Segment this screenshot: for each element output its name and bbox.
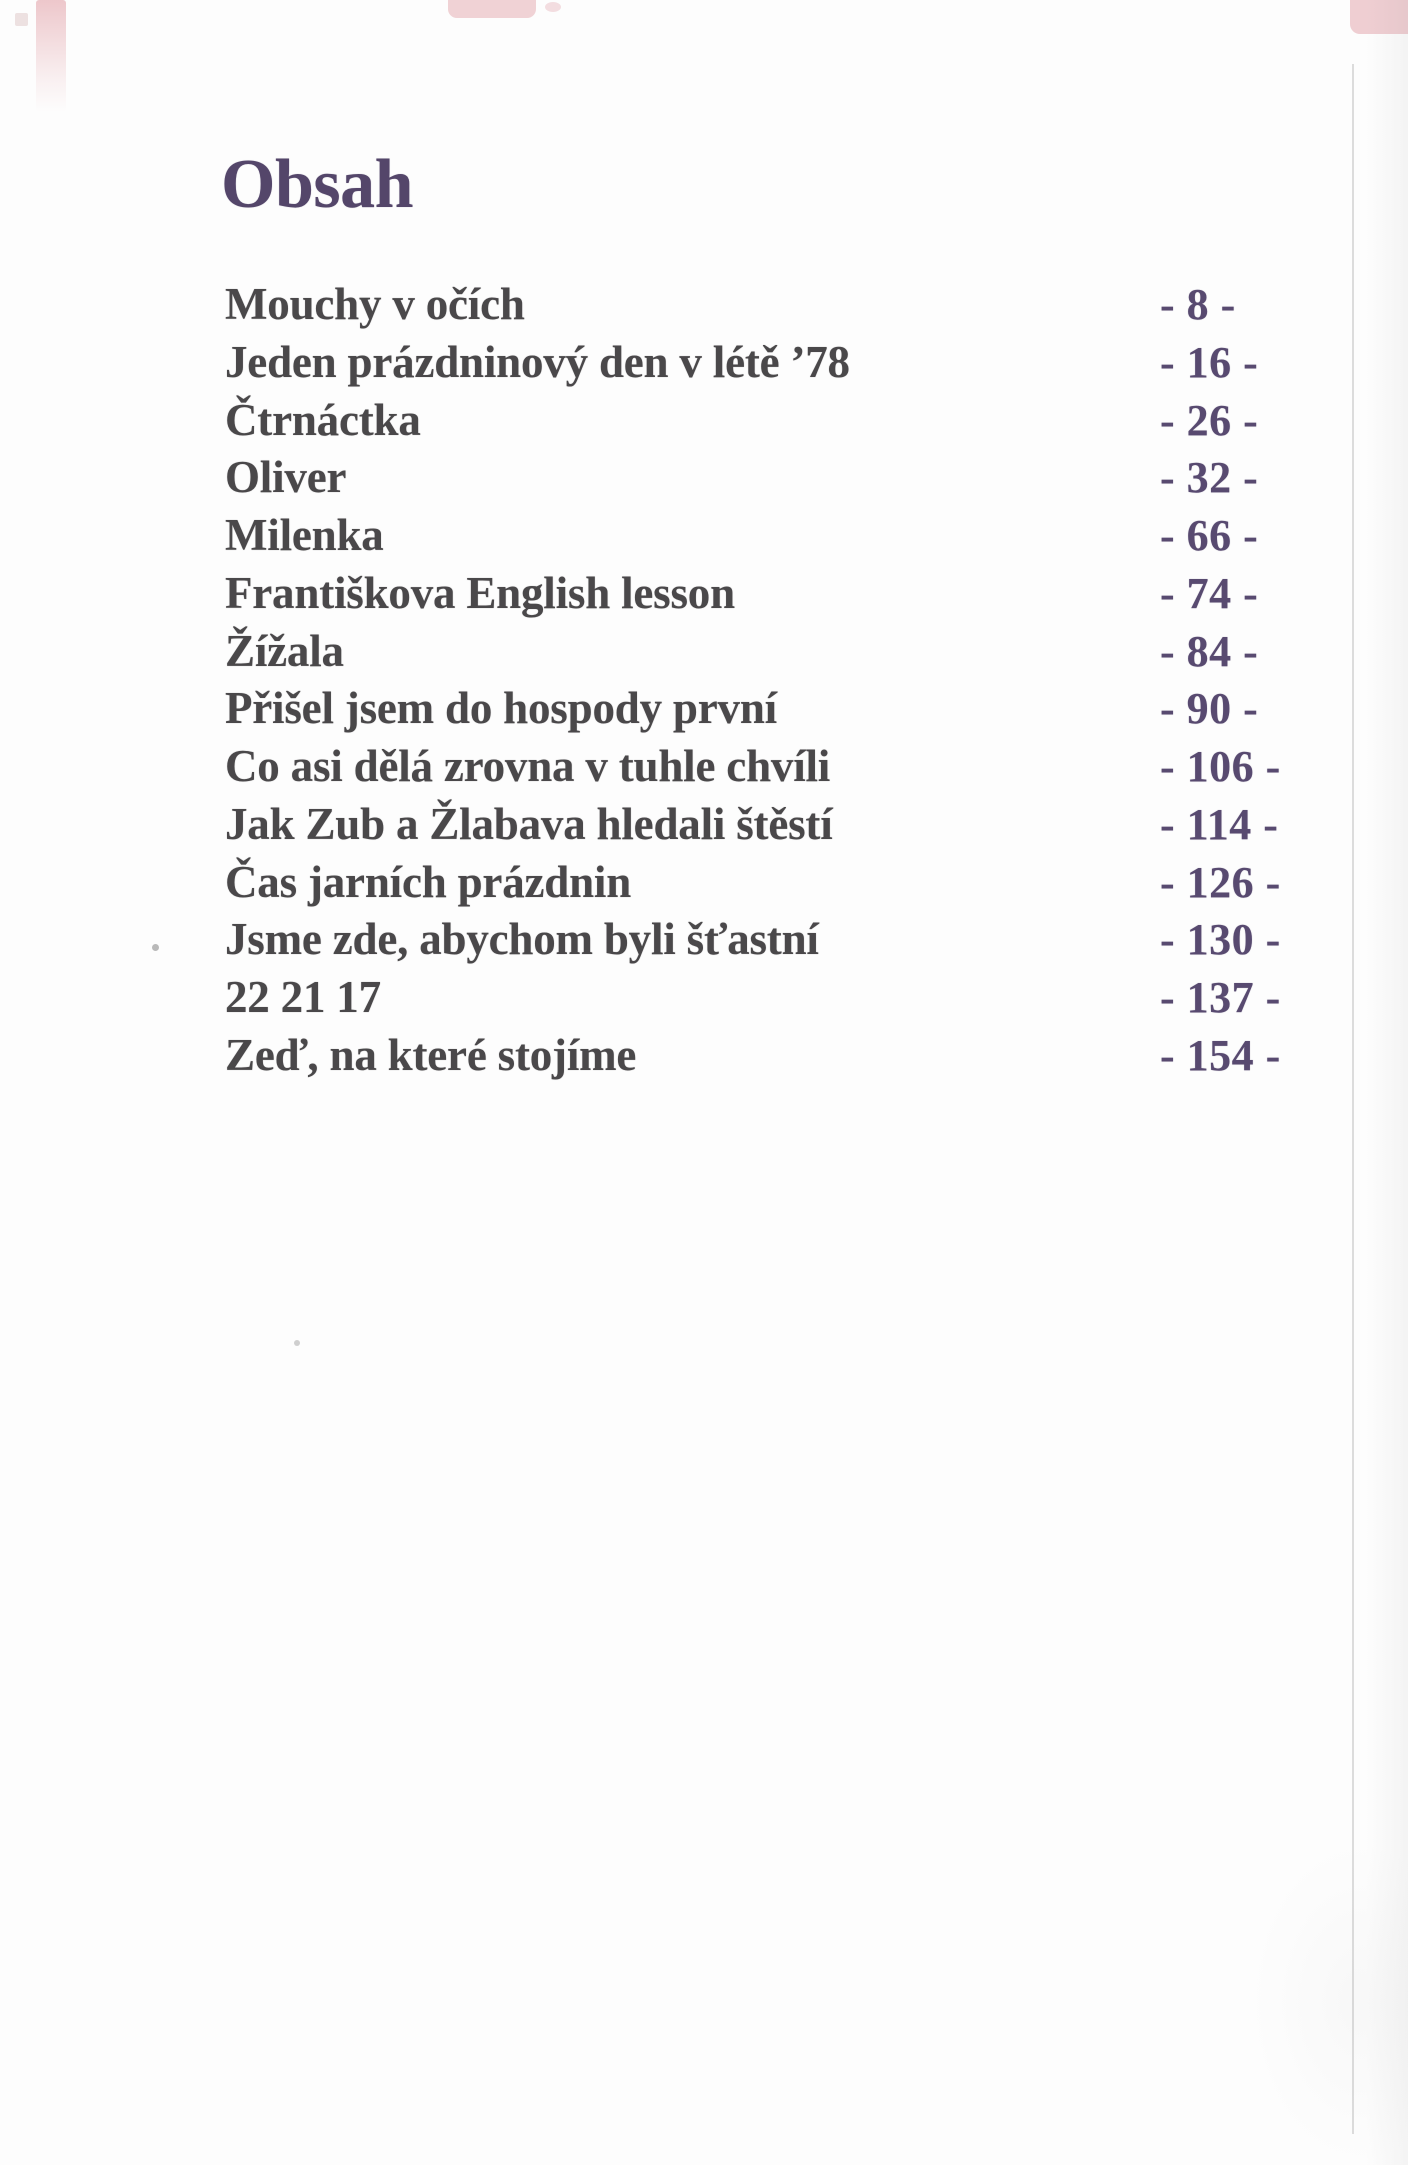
scan-artifact-red-dot-top [545,2,561,12]
toc-entry-page-number: - 8 - [1160,280,1236,329]
toc-entry-title: Přišel jsem do hospody první [225,683,777,734]
toc-row [225,394,1385,452]
toc-entry-title: Františkova English lesson [225,567,735,618]
scan-artifact-mottling [1250,1840,1408,2165]
toc-entry-page-number: - 114 - [1160,799,1279,849]
toc-entry-title: Oliver [225,452,347,503]
scan-artifact-speck [152,944,159,951]
toc-entry-title: Čas jarních prázdnin [225,856,632,907]
toc-row [225,798,1385,856]
toc-entry-page-number: - 16 - [1160,337,1259,387]
toc-entry-title: Milenka [225,510,384,560]
scan-artifact-speck [294,1340,300,1346]
toc-entry-page-number: - 66 - [1160,511,1259,560]
toc-row [225,625,1385,683]
toc-entry-page-number: - 137 - [1160,973,1281,1022]
toc-row [225,913,1385,971]
scan-artifact-red-smudge-top [448,0,536,18]
page-title: Obsah [221,146,414,223]
toc-entry-title: Mouchy v očích [225,279,525,329]
toc-entry-page-number: - 26 - [1160,395,1259,445]
toc-row [225,682,1385,740]
scan-artifact-red-corner-top-right [1350,0,1408,34]
toc-entry-page-number: - 130 - [1160,915,1281,965]
toc-row [225,1029,1385,1087]
toc-entry-title: Žížala [225,625,344,676]
toc-entry-title: 22 21 17 [225,972,381,1022]
toc-entry-title: Jsme zde, abychom byli šťastní [225,914,819,965]
toc-row [225,856,1385,914]
toc-entry-title: Jak Zub a Žlabava hledali štěstí [225,798,833,849]
scan-artifact-red-bar-top-left [36,0,66,112]
toc-row [225,509,1385,567]
toc-entry-page-number: - 126 - [1160,857,1281,907]
toc-row [225,336,1385,394]
toc-entry-title: Čtrnáctka [225,394,421,445]
toc-entry-title: Jeden prázdninový den v létě ’78 [225,336,850,387]
toc-entry-page-number: - 74 - [1160,568,1259,618]
toc-row [225,567,1385,625]
toc-entry-page-number: - 154 - [1160,1030,1281,1080]
toc-entry-page-number: - 106 - [1160,742,1281,791]
toc-entry-page-number: - 84 - [1160,626,1259,676]
toc-row [225,740,1385,798]
toc-row [225,451,1385,509]
toc-entry-title: Zeď, na které stojíme [225,1029,637,1080]
toc-entry-page-number: - 32 - [1160,453,1259,503]
toc-row [225,278,1385,336]
toc-entry-page-number: - 90 - [1160,684,1259,734]
scan-artifact-speck [15,13,28,26]
toc-entry-title: Co asi dělá zrovna v tuhle chvíli [225,741,831,791]
table-of-contents [225,278,1385,1087]
toc-row [225,971,1385,1029]
